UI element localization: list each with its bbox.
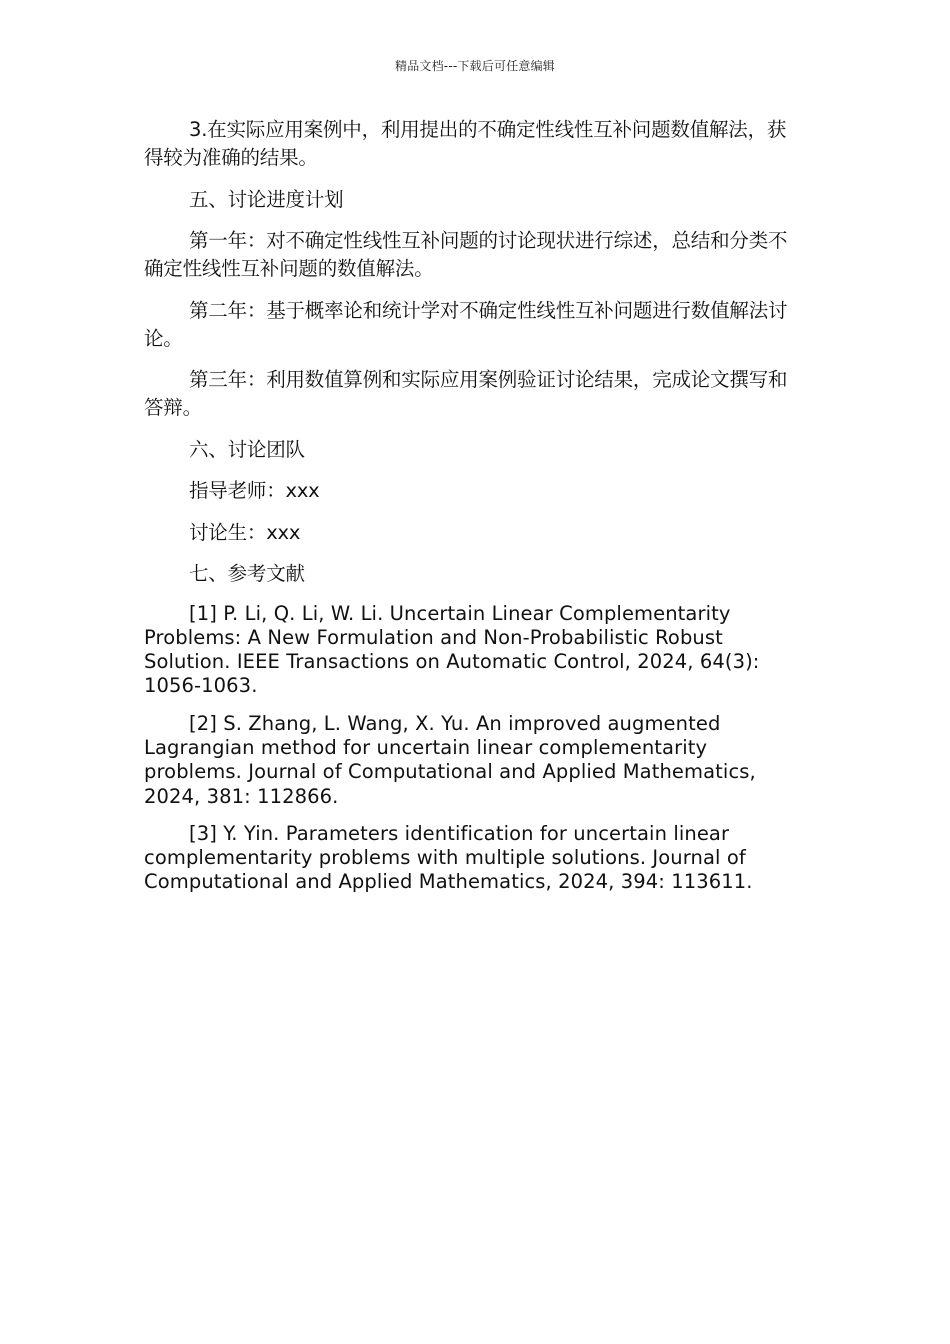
section-heading-schedule: 五、讨论进度计划 [189, 187, 344, 211]
schedule-year-2: 第二年：基于概率论和统计学对不确定性线性互补问题进行数值解法讨论。 [144, 298, 788, 350]
reference-2: [2] S. Zhang, L. Wang, X. Yu. An improved augmented Lagrangian method for uncertain linear complementarity problems. Journal of Computational and Applied Mathematics, 2024, 381: 112866. [144, 711, 756, 808]
document-body [144, 116, 804, 908]
page-header: 精品文档---下载后可任意编辑 [395, 59, 555, 73]
section-heading-references: 七、参考文献 [189, 562, 305, 585]
team-advisor: 指导老师：xxx [189, 479, 320, 502]
section-heading-team: 六、讨论团队 [189, 437, 305, 461]
schedule-year-1: 第一年：对不确定性线性互补问题的讨论现状进行综述，总结和分类不确定性线性互补问题的数值解法。 [144, 229, 788, 280]
team-student: 讨论生：xxx [189, 520, 301, 544]
reference-1: [1] P. Li, Q. Li, W. Li. Uncertain Linear Complementarity Problems: A New Formulation and Non-Probabilistic Robust Solution. IEEE Transactions on Automatic Control, 2024, 64(3): 1056-1063. [144, 601, 760, 698]
reference-3: [3] Y. Yin. Parameters identification for uncertain linear complementarity problems with multiple solutions. Journal of Computational and Applied Mathematics, 2024, 394: 113611. [144, 821, 753, 894]
schedule-year-3: 第三年：利用数值算例和实际应用案例验证讨论结果，完成论文撰写和答辩。 [144, 368, 788, 419]
result-item-3: 3.在实际应用案例中，利用提出的不确定性线性互补问题数值解法，获得较为准确的结果。 [144, 118, 787, 169]
